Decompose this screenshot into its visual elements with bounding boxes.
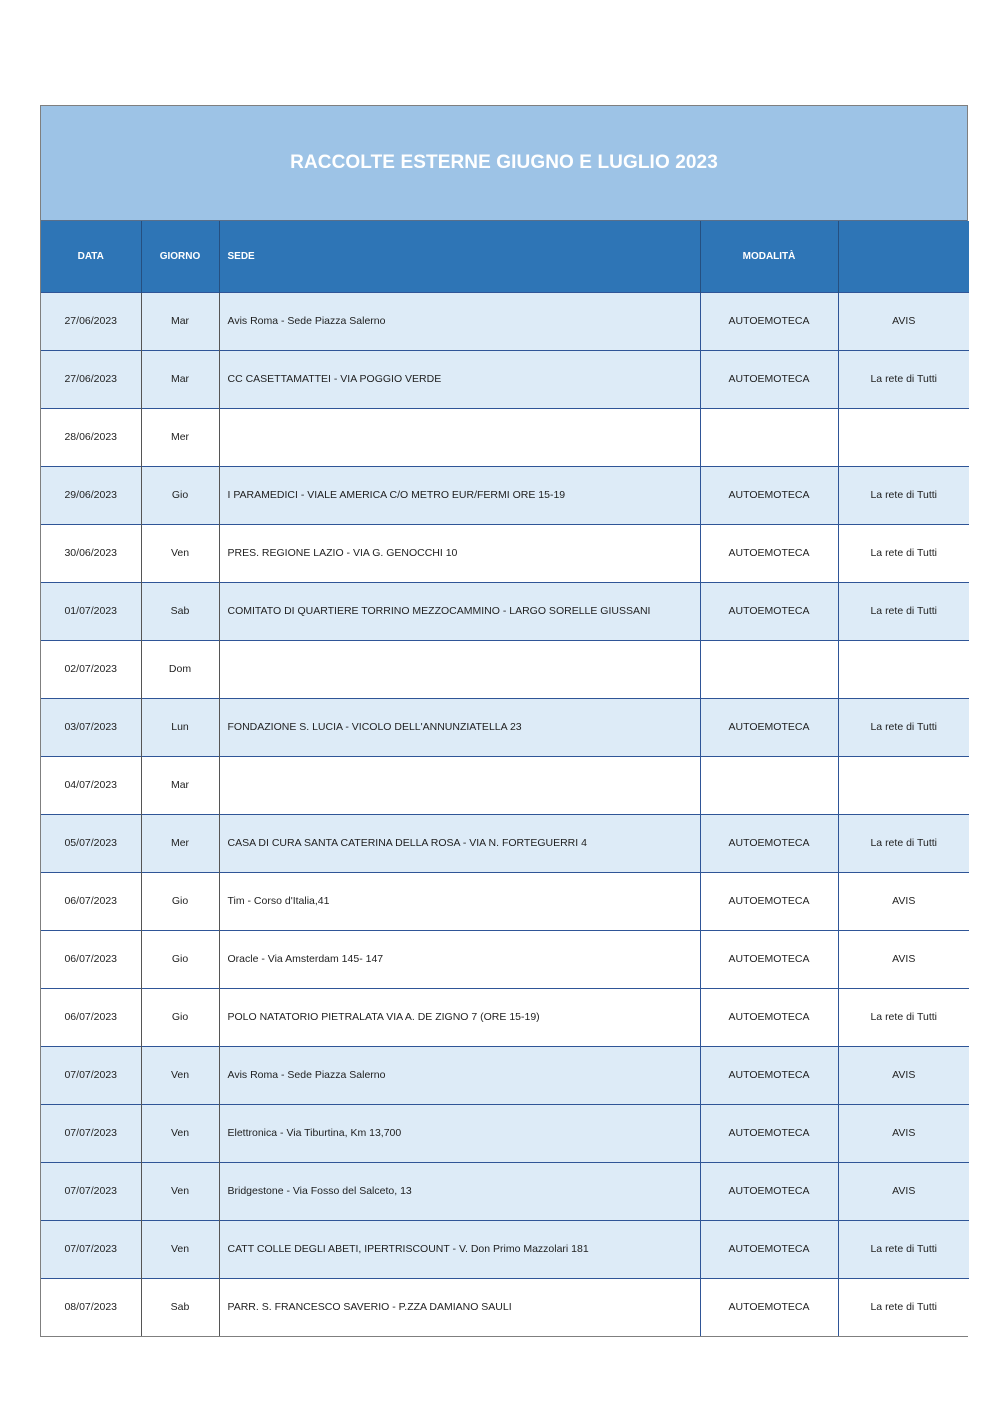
table-row	[41, 1104, 969, 1162]
cell-data: 02/07/2023	[41, 640, 141, 698]
cell-data: 28/06/2023	[41, 408, 141, 466]
cell-data: 03/07/2023	[41, 698, 141, 756]
cell-modalita	[700, 408, 838, 466]
column-header-modalita: MODALITÀ	[700, 221, 838, 292]
cell-organizzazione: AVIS	[838, 292, 969, 350]
cell-sede: PRES. REGIONE LAZIO - VIA G. GENOCCHI 10	[219, 524, 700, 582]
cell-modalita: AUTOEMOTECA	[700, 872, 838, 930]
cell-sede: CATT COLLE DEGLI ABETI, IPERTRISCOUNT - V. Don Primo Mazzolari 181	[219, 1220, 700, 1278]
column-header-data: DATA	[41, 221, 141, 292]
cell-organizzazione: La rete di Tutti	[838, 1220, 969, 1278]
table-body	[41, 292, 969, 1336]
cell-modalita: AUTOEMOTECA	[700, 930, 838, 988]
cell-data: 06/07/2023	[41, 872, 141, 930]
cell-modalita: AUTOEMOTECA	[700, 466, 838, 524]
cell-giorno: Ven	[141, 1162, 219, 1220]
cell-sede	[219, 408, 700, 466]
cell-organizzazione	[838, 756, 969, 814]
cell-data: 27/06/2023	[41, 292, 141, 350]
cell-giorno: Ven	[141, 1046, 219, 1104]
cell-organizzazione: AVIS	[838, 1162, 969, 1220]
cell-modalita: AUTOEMOTECA	[700, 524, 838, 582]
cell-data: 29/06/2023	[41, 466, 141, 524]
cell-sede: CC CASETTAMATTEI - VIA POGGIO VERDE	[219, 350, 700, 408]
table-header-row	[41, 221, 969, 292]
cell-modalita: AUTOEMOTECA	[700, 582, 838, 640]
cell-organizzazione: La rete di Tutti	[838, 698, 969, 756]
table-row	[41, 1278, 969, 1336]
cell-organizzazione: AVIS	[838, 872, 969, 930]
cell-organizzazione: La rete di Tutti	[838, 350, 969, 408]
cell-giorno: Gio	[141, 872, 219, 930]
cell-organizzazione: La rete di Tutti	[838, 1278, 969, 1336]
cell-sede: Avis Roma - Sede Piazza Salerno	[219, 292, 700, 350]
cell-sede: CASA DI CURA SANTA CATERINA DELLA ROSA - VIA N. FORTEGUERRI 4	[219, 814, 700, 872]
cell-modalita	[700, 640, 838, 698]
table-row	[41, 756, 969, 814]
table-row	[41, 1220, 969, 1278]
cell-giorno: Mer	[141, 408, 219, 466]
cell-data: 07/07/2023	[41, 1162, 141, 1220]
table-row	[41, 292, 969, 350]
cell-organizzazione: La rete di Tutti	[838, 466, 969, 524]
cell-giorno: Ven	[141, 524, 219, 582]
cell-sede	[219, 756, 700, 814]
table-row	[41, 640, 969, 698]
cell-giorno: Mar	[141, 292, 219, 350]
cell-organizzazione: La rete di Tutti	[838, 582, 969, 640]
cell-data: 06/07/2023	[41, 930, 141, 988]
schedule-sheet	[40, 105, 968, 1337]
cell-sede: POLO NATATORIO PIETRALATA VIA A. DE ZIGNO 7 (ORE 15-19)	[219, 988, 700, 1046]
cell-giorno: Gio	[141, 930, 219, 988]
cell-giorno: Dom	[141, 640, 219, 698]
cell-modalita: AUTOEMOTECA	[700, 698, 838, 756]
cell-organizzazione	[838, 408, 969, 466]
cell-sede: Oracle - Via Amsterdam 145- 147	[219, 930, 700, 988]
cell-modalita: AUTOEMOTECA	[700, 1046, 838, 1104]
cell-data: 07/07/2023	[41, 1046, 141, 1104]
cell-data: 04/07/2023	[41, 756, 141, 814]
cell-modalita: AUTOEMOTECA	[700, 1220, 838, 1278]
cell-giorno: Gio	[141, 988, 219, 1046]
cell-modalita: AUTOEMOTECA	[700, 814, 838, 872]
cell-sede: PARR. S. FRANCESCO SAVERIO - P.ZZA DAMIANO SAULI	[219, 1278, 700, 1336]
cell-giorno: Lun	[141, 698, 219, 756]
cell-organizzazione: AVIS	[838, 1046, 969, 1104]
cell-organizzazione	[838, 640, 969, 698]
cell-data: 27/06/2023	[41, 350, 141, 408]
cell-modalita: AUTOEMOTECA	[700, 1104, 838, 1162]
cell-data: 06/07/2023	[41, 988, 141, 1046]
table-row	[41, 466, 969, 524]
cell-organizzazione: La rete di Tutti	[838, 988, 969, 1046]
cell-organizzazione: La rete di Tutti	[838, 814, 969, 872]
table-row	[41, 1046, 969, 1104]
cell-giorno: Gio	[141, 466, 219, 524]
cell-giorno: Mer	[141, 814, 219, 872]
cell-sede: Bridgestone - Via Fosso del Salceto, 13	[219, 1162, 700, 1220]
column-header-organizzazione	[838, 221, 969, 292]
cell-modalita: AUTOEMOTECA	[700, 1162, 838, 1220]
cell-modalita: AUTOEMOTECA	[700, 1278, 838, 1336]
table-row	[41, 698, 969, 756]
cell-sede: COMITATO DI QUARTIERE TORRINO MEZZOCAMMINO - LARGO SORELLE GIUSSANI	[219, 582, 700, 640]
table-row	[41, 408, 969, 466]
cell-sede: FONDAZIONE S. LUCIA - VICOLO DELL'ANNUNZIATELLA 23	[219, 698, 700, 756]
cell-organizzazione: La rete di Tutti	[838, 524, 969, 582]
cell-data: 30/06/2023	[41, 524, 141, 582]
table-row	[41, 582, 969, 640]
cell-sede: Avis Roma - Sede Piazza Salerno	[219, 1046, 700, 1104]
cell-modalita: AUTOEMOTECA	[700, 350, 838, 408]
cell-organizzazione: AVIS	[838, 930, 969, 988]
cell-giorno: Sab	[141, 1278, 219, 1336]
cell-modalita: AUTOEMOTECA	[700, 292, 838, 350]
cell-giorno: Sab	[141, 582, 219, 640]
column-header-giorno: GIORNO	[141, 221, 219, 292]
cell-giorno: Ven	[141, 1104, 219, 1162]
table-row	[41, 524, 969, 582]
cell-data: 07/07/2023	[41, 1220, 141, 1278]
schedule-table	[41, 221, 969, 1336]
page-title: RACCOLTE ESTERNE GIUGNO E LUGLIO 2023	[41, 106, 967, 221]
table-row	[41, 872, 969, 930]
table-row	[41, 930, 969, 988]
cell-giorno: Ven	[141, 1220, 219, 1278]
cell-giorno: Mar	[141, 350, 219, 408]
cell-sede	[219, 640, 700, 698]
table-row	[41, 1162, 969, 1220]
cell-data: 01/07/2023	[41, 582, 141, 640]
table-row	[41, 350, 969, 408]
column-header-sede: SEDE	[219, 221, 700, 292]
cell-sede: I PARAMEDICI - VIALE AMERICA C/O METRO EUR/FERMI ORE 15-19	[219, 466, 700, 524]
table-row	[41, 814, 969, 872]
cell-sede: Elettronica - Via Tiburtina, Km 13,700	[219, 1104, 700, 1162]
cell-giorno: Mar	[141, 756, 219, 814]
cell-data: 07/07/2023	[41, 1104, 141, 1162]
cell-organizzazione: AVIS	[838, 1104, 969, 1162]
cell-modalita	[700, 756, 838, 814]
cell-data: 05/07/2023	[41, 814, 141, 872]
cell-sede: Tim - Corso d'Italia,41	[219, 872, 700, 930]
cell-data: 08/07/2023	[41, 1278, 141, 1336]
table-row	[41, 988, 969, 1046]
cell-modalita: AUTOEMOTECA	[700, 988, 838, 1046]
